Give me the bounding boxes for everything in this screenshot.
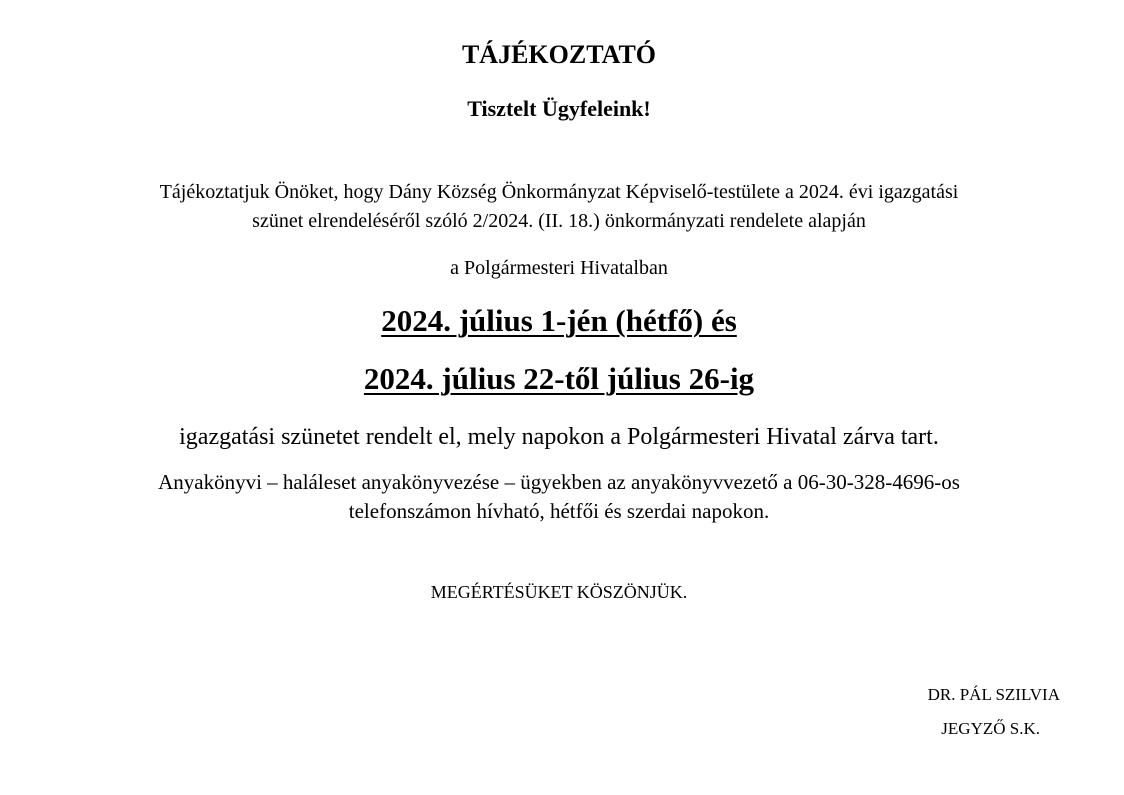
closure-statement: igazgatási szünetet rendelt el, mely napokon a Polgármesteri Hivatal zárva tart. [179,424,939,450]
registry-info-line-2: telefonszámon hívható, hétfői és szerdai napokon. [348,499,770,523]
intro-line-1: Tájékoztatjuk Önöket, hogy Dány Község Önkormányzat Képviselő-testülete a 2024. évi igazgatási [159,181,959,203]
registry-info-line-1: Anyakönyvi – haláleset anyakönyvezése – ügyekben az anyakönyvvezető a 06-30-328-4696-os [158,470,960,494]
closure-date-2: 2024. július 22-től július 26-ig [363,361,755,396]
office-line: a Polgármesteri Hivatalban [450,257,668,279]
closure-date-1: 2024. július 1-jén (hétfő) és [381,303,737,338]
intro-line-2: szünet elrendeléséről szóló 2/2024. (II. 18.) önkormányzati rendelete alapján [252,210,866,232]
signatory-name: DR. PÁL SZILVIA [927,685,1060,704]
greeting: Tisztelt Ügyfeleink! [467,96,651,121]
signatory-role: JEGYZŐ S.K. [941,719,1040,738]
notice-title: TÁJÉKOZTATÓ [461,40,657,69]
thanks-line: MEGÉRTÉSÜKET KÖSZÖNJÜK. [430,582,688,602]
